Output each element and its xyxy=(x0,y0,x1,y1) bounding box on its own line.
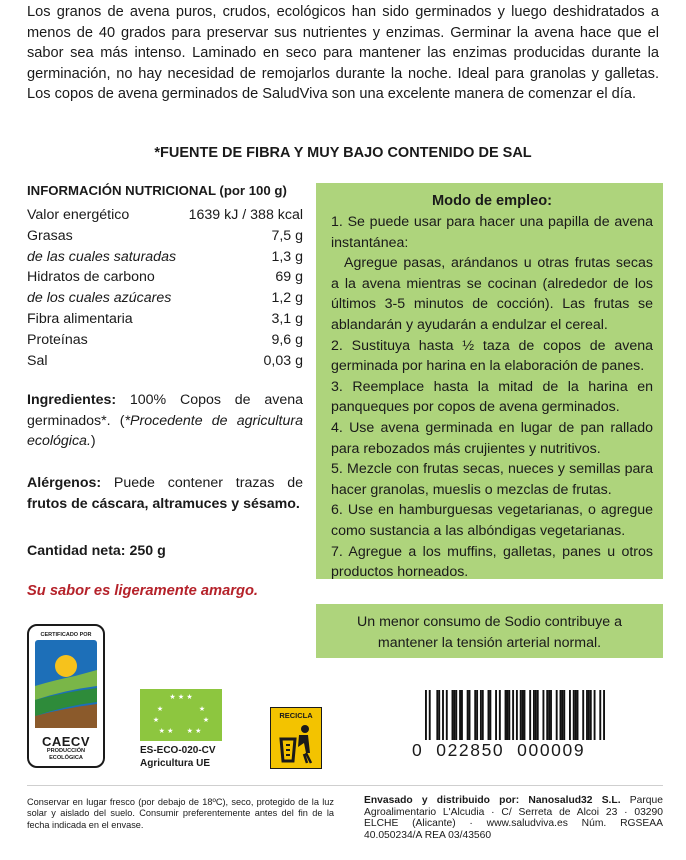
ingredients-text: 100% Copos de avena germinados*. ( xyxy=(27,392,303,429)
barcode-bar xyxy=(542,690,544,740)
nutrition-value: 1,2 g xyxy=(271,290,303,307)
nutrition-value: 7,5 g xyxy=(271,227,303,244)
nutrition-label: Proteínas xyxy=(27,331,88,348)
eu-code xyxy=(140,745,216,770)
barcode-bar xyxy=(533,690,535,740)
nutrition-row xyxy=(27,205,303,226)
distributor-info xyxy=(364,795,663,841)
allergens-text: Puede contener trazas de xyxy=(101,475,303,491)
nutrition-row xyxy=(27,226,303,247)
usage-step: 5. Mezcle con frutas secas, nueces y semillas para hacer granolas, mueslis o mezclas de frutas. xyxy=(331,461,653,498)
nutrition-row xyxy=(27,330,303,351)
barcode-bar xyxy=(586,690,588,740)
barcode-bar xyxy=(438,690,440,740)
barcode-bar xyxy=(476,690,478,740)
caecv-brand: CAECV xyxy=(41,734,90,749)
nutrition-value: 9,6 g xyxy=(271,331,303,348)
barcode-bar xyxy=(482,690,484,740)
storage-instructions: Conservar en lugar fresco (por debajo de 18ºC), seco, protegido de la luz solar y aislado del suelo. Consumir preferentemente antes del fin de la fecha indicada en el envase. xyxy=(27,797,334,830)
recycle-label: RECICLA xyxy=(279,711,313,720)
usage-box xyxy=(316,183,663,579)
taste-note: Su sabor es ligeramente amargo. xyxy=(27,583,259,599)
barcode-bar xyxy=(467,690,469,740)
barcode-bar xyxy=(429,690,431,740)
barcode-bar xyxy=(495,690,497,740)
nutrition-value: 3,1 g xyxy=(271,310,303,327)
barcode-bar xyxy=(556,690,558,740)
usage-step: 3. Reemplace hasta la mitad de la harina en panqueques por copos de avena germinados. xyxy=(331,378,653,416)
nutrition-row xyxy=(27,267,303,288)
barcode-bar xyxy=(520,690,522,740)
nutrition-label: Grasas xyxy=(27,227,73,244)
recycle-bin-icon xyxy=(277,723,317,765)
caecv-sub-1: PRODUCCIÓN xyxy=(46,748,86,754)
barcode xyxy=(425,690,605,740)
barcode-bar xyxy=(569,690,571,740)
nutrition-label: Sal xyxy=(27,352,48,369)
fiber-salt-claim: *FUENTE DE FIBRA Y MUY BAJO CONTENIDO DE SAL xyxy=(154,145,532,161)
distributor-label: Envasado y distribuido por: Nanosalud32 S.L. xyxy=(364,795,621,806)
barcode-bar xyxy=(488,690,490,740)
nutrition-row xyxy=(27,309,303,330)
barcode-bar xyxy=(480,690,482,740)
usage-step: 2. Sustituya hasta ½ taza de copos de avena germinada por harina en la elaboración de panes. xyxy=(331,337,653,375)
distributor-text: Parque Agroalimentario L'Alcudia · C/ Serreta de Alcoi 23 · 03290 ELCHE (Alicante) · www.saludviva.es Núm. RGSEAA 40.050234/A REA 03/43560 xyxy=(364,795,663,841)
nutrition-label: de las cuales saturadas xyxy=(27,248,177,265)
svg-text:★ ★: ★ ★ xyxy=(186,727,202,735)
nutrition-label: Fibra alimentaria xyxy=(27,310,133,327)
barcode-bar xyxy=(516,690,518,740)
barcode-bar xyxy=(582,690,584,740)
sodium-note: Un menor consumo de Sodio contribuye a mantener la tensión arterial normal. xyxy=(316,604,663,658)
eu-leaf-icon xyxy=(140,689,222,741)
recycle-logo xyxy=(270,707,322,769)
barcode-bar xyxy=(506,690,508,740)
barcode-bar xyxy=(425,690,427,740)
barcode-bar xyxy=(537,690,539,740)
barcode-bar xyxy=(499,690,501,740)
allergens-label: Alérgenos: xyxy=(27,475,102,491)
eu-origin: Agricultura UE xyxy=(140,757,211,769)
usage-step: 4. Use avena germinada en lugar de pan rallado para rebozados más crujientes y nutritivos. xyxy=(331,419,653,457)
allergens-list: frutos de cáscara, altramuces y sésamo. xyxy=(27,495,300,512)
nutrition-label: de los cuales azúcares xyxy=(27,290,172,307)
allergens xyxy=(27,473,303,514)
barcode-bar xyxy=(560,690,562,740)
barcode-bar xyxy=(575,690,577,740)
svg-text:★: ★ xyxy=(198,705,206,713)
usage-step: 6. Use en hamburguesas vegetarianas, o agregue como sustancia a las albóndigas vegetarianas. xyxy=(331,502,653,539)
nutrition-row xyxy=(27,351,303,372)
barcode-bar xyxy=(563,690,565,740)
barcode-bar xyxy=(452,690,454,740)
nutrition-title: INFORMACIÓN NUTRICIONAL (por 100 g) xyxy=(27,183,287,198)
caecv-sub xyxy=(29,748,103,761)
usage-step: Agregue pasas, arándanos u otras frutas secas a la avena mientras se cocinan (alrededor de los últimos 3-5 minutos de cocción). Las frutas se ablandarán y ayudarán a endulzar el cereal. xyxy=(331,255,653,333)
caecv-logo xyxy=(27,624,105,768)
barcode-bar xyxy=(588,690,590,740)
nutrition-row xyxy=(27,247,303,268)
barcode-bar xyxy=(603,690,605,740)
svg-text:★: ★ xyxy=(152,716,160,724)
barcode-bar xyxy=(548,690,550,740)
barcode-bar xyxy=(459,690,461,740)
barcode-bar xyxy=(474,690,476,740)
barcode-bar xyxy=(599,690,601,740)
barcode-bar xyxy=(522,690,524,740)
barcode-bar xyxy=(573,690,575,740)
caecv-emblem-icon xyxy=(35,640,97,728)
footer-divider xyxy=(27,785,663,786)
nutrition-value: 0,03 g xyxy=(263,352,303,369)
svg-text:★: ★ xyxy=(202,716,210,724)
barcode-bar xyxy=(436,690,438,740)
barcode-bar xyxy=(512,690,514,740)
barcode-bar xyxy=(529,690,531,740)
barcode-bar xyxy=(505,690,507,740)
svg-text:★: ★ xyxy=(156,705,164,713)
caecv-cert-text: CERTIFICADO POR xyxy=(40,632,92,638)
barcode-bar xyxy=(446,690,448,740)
svg-text:★ ★ ★: ★ ★ ★ xyxy=(169,693,193,701)
eu-code-number: ES-ECO-020-CV xyxy=(140,745,216,756)
barcode-bar xyxy=(594,690,596,740)
barcode-bar xyxy=(550,690,552,740)
barcode-bar xyxy=(546,690,548,740)
nutrition-label: Valor energético xyxy=(27,207,130,223)
barcode-bar xyxy=(489,690,491,740)
barcode-bar xyxy=(524,690,526,740)
barcode-bar xyxy=(590,690,592,740)
nutrition-label: Hidratos de carbono xyxy=(27,269,155,286)
usage-step: 7. Agregue a los muffins, galletas, panes u otros productos horneados. xyxy=(331,543,653,581)
barcode-bar xyxy=(535,690,537,740)
ingredients-close: ) xyxy=(90,433,96,449)
svg-text:★ ★: ★ ★ xyxy=(158,727,174,735)
nutrition-value: 69 g xyxy=(275,269,303,286)
usage-title: Modo de empleo: xyxy=(432,193,552,209)
nutrition-value: 1639 kJ / 388 kcal xyxy=(188,207,303,223)
ingredients-note: *Procedente de agricultura ecológica. xyxy=(27,412,303,449)
net-quantity: Cantidad neta: 250 g xyxy=(27,543,166,559)
eu-organic-logo xyxy=(140,689,222,741)
barcode-bar xyxy=(508,690,510,740)
ingredients xyxy=(27,390,303,452)
barcode-bar xyxy=(442,690,444,740)
product-description: Los granos de avena puros, crudos, ecológicos han sido germinados y luego deshidratados a menos de 40 grados para preservar sus nutrientes y enzimas. Germinar la avena hace que el sabor sea más intenso. Laminado en seco para mantener las enzimas producidas durante la germinación, no hay necesidad de remojarlos durante la noche. Ideal para granolas y galletas. Los copos de avena germinados de SaludViva son una excelente manera de comenzar el día. xyxy=(27,4,659,103)
ingredients-label: Ingredientes: xyxy=(27,392,117,408)
caecv-sub-2: ECOLÓGICA xyxy=(49,754,83,761)
barcode-bar xyxy=(469,690,471,740)
barcode-bar xyxy=(461,690,463,740)
barcode-bar xyxy=(453,690,455,740)
barcode-bar xyxy=(577,690,579,740)
nutrition-row xyxy=(27,288,303,309)
nutrition-value: 1,3 g xyxy=(271,248,303,265)
barcode-bar xyxy=(455,690,457,740)
barcode-bar xyxy=(561,690,563,740)
barcode-number: 0 022850 000009 xyxy=(412,740,586,760)
usage-step: 1. Se puede usar para hacer una papilla de avena instantánea: xyxy=(331,214,653,251)
nutrition-table xyxy=(27,205,303,371)
